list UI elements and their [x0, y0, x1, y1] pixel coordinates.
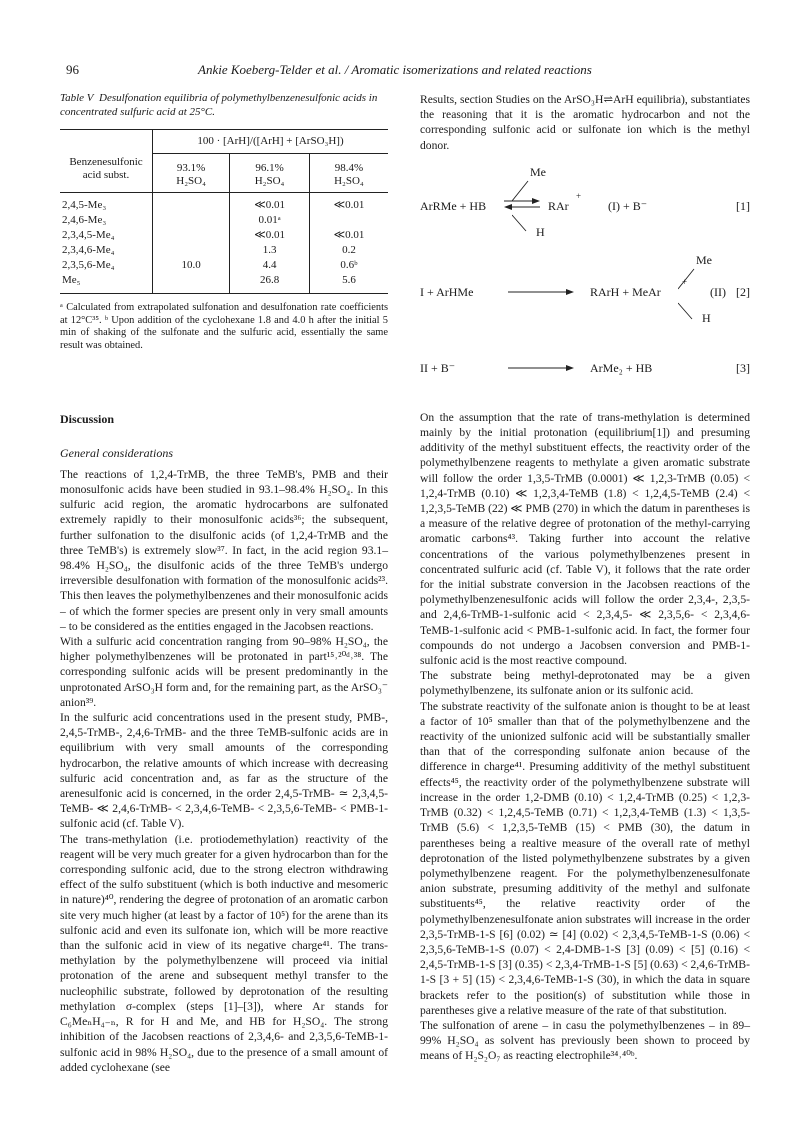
table-cell: 1.3: [230, 243, 310, 258]
table-cell: 0.01ᵃ: [230, 213, 310, 228]
section-title: Discussion: [60, 412, 115, 427]
body-paragraph: The reactions of 1,2,4-TrMB, the three TeMB's, PMB and their monosulfonic acids have been studied in 93.1–98.4% H₂SO₄. In this sulfuric acid region, the aromatic hydrocarbons are sulfonated extremely rapidly to their monosulfonic acids³⁶; the subsequent, further sulfonation to the disulfonic acids (of 1,2,4-TrMB and the three TeMB's) is extremely slow³⁷. In fact, in the acid region 93.1–98.4% H₂SO₄, the disulfonic acids of the three TeMB's undergo irreversible desulfonation with formation of the monosulfonic acids²³. This then leaves the polymethylbenzenes and their monosulfonic acids – of which the former species are present only in very small amounts – to be considered as the entities engaged in the Jacobsen reactions.: [60, 467, 388, 633]
table-caption: [60, 92, 388, 119]
table-row-subst: Me₅: [60, 273, 153, 294]
page-number: 96: [66, 62, 79, 77]
body-paragraph: Results, section Studies on the ArSO₃H⇌ArH equilibria), substantiates the reasoning that it is the aromatic hydrocarbon and not the corresponding sulfonic acid or sulfonate ion which is the methyl donor.: [420, 93, 750, 152]
table-cell: 10.0: [153, 258, 230, 273]
reaction-arrow-icon: [506, 287, 576, 297]
reaction-scheme: [420, 161, 750, 406]
eq2-methyl-label: Me: [696, 252, 712, 267]
right-column: [420, 92, 750, 1064]
table-row-subst: 2,4,6-Me₃: [62, 214, 107, 226]
eq2-products: RArH + MeAr: [590, 284, 661, 299]
table-cell: [153, 213, 230, 228]
table-cell: ≪0.01: [230, 228, 310, 243]
table-cell: ≪0.01: [309, 193, 388, 214]
eq3-reactants: II + B⁻: [420, 360, 456, 375]
body-paragraph: The substrate reactivity of the sulfonate anion is thought to be at least a factor of 10⁵ smaller than that of the polymethylbenzene and the reactivity of the unionized sulfonic acid will be substantially smaller than that of the corresponding sulfonate anion because of the difference in charge⁴¹. Presuming additivity of the methyl substituent effects⁴⁵, the reactivity order of the polymethylbenzene substrate will increase in the order 1,2-DMB (0.10) < 1,2,4-TrMB (0.25) < 1,2,3-TrMB (0.32) < 1,2,4,5-TeMB (0.71) < 1,2,3,4-TeMB (1.3) < 1,3,5-TrMB (5.6) < 1,2,3,5-TeMB (15) < PMB (30), the datum in parentheses being a realtive measure of the overall rate of methyl deprotonation of the listed polymethylbenzene substrates by a given polymethylbenzene reagent. For the polymethylbenzenesulfonate anion substrate, presuming additivity of the methyl and sulfonate substituents⁴⁵, the relative reactivity order of the polymethylbenzenesulfonate anion substrates will increase in the order 2,3,5-TrMB-1-S [6] (0.02) ≃ [4] (0.02) < 2,3,4,5-TeMB-1-S (0.06) < 2,3,5,6-TeMB-1-S (0.07) < 2,4-DMB-1-S [3] (0.09) < [5] (0.16) < 2,4,5-TrMB-1-S [3] (0.35) < 2,3,4-TrMB-1-S [5] (0.63) < 2,4,6-TrMB-1-S [3 + 5] (15) < 2,3,4,6-TeMB-1-S (30), in which the data in square brackets refer to the position(s) of substitution while those in parentheses give a relative measure of the rate of that substitution.: [420, 699, 750, 1017]
col-header-2: [230, 154, 310, 193]
eq1-methyl-label: Me: [530, 164, 546, 179]
stub-header-1: Benzenesulfonic: [69, 156, 143, 168]
col-header-3-pct: 98.4%: [334, 162, 364, 174]
table-cell: [309, 213, 388, 228]
stub-header-2: acid subst.: [82, 169, 130, 181]
equilibrium-arrow-icon: [502, 197, 542, 211]
eq3-products: ArMe₂ + HB: [590, 360, 653, 375]
span-header: 100 · [ArH]/([ArH] + [ArSO₃H]): [153, 130, 389, 154]
data-table: [60, 129, 388, 294]
body-paragraph: On the assumption that the rate of trans-methylation is determined mainly by the initial protonation (equilibrium[1]) and presuming additivity of the methyl substituent effects, the reactivity order of the polymethylbenzene reagents to methylate a given aromatic substrate will follow the order 1,3,5-TrMB (0.0001) ≪ 1,2,3-TrMB (0.05) < 1,2,4-TrMB (0.10) ≪ 1,2,3,4-TeMB (1.8) < 1,2,4,5-TeMB (2.4) < 1,2,3,5-TeMB (22) ≪ PMB (270) in which the datum in parentheses is a measure of the relative degree of protonation of the methyl-carrying aromatic carbons⁴³. Taking further into account the relative concentrations of the various polymethylbenzenes present in concentrated sulfuric acid (cf. Table V), it follows that the rate order for the initial substrate conversion in the Jacobsen reactions of the polymethylbenzenesulfonic acids will follow the order 2,3,4-, 2,3,5- and 2,4,6-TrMB-1-sulfonic acid < 2,3,4,5- ≪ 2,3,5,6- < 2,3,4,6-TeMB-1-sulfonic acid < PMB-1-sulfonic acid. In fact, the former four compounds do not undergo a Jacobsen conversion and PMB-1-sulfonic acid is the most reactive compound.: [420, 410, 750, 668]
eq1-reactants: ArRMe + HB: [420, 198, 487, 213]
table-cell: 0.2: [309, 243, 388, 258]
eq2-charge: +: [682, 276, 688, 287]
body-paragraph: With a sulfuric acid concentration ranging from 90–98% H₂SO₄, the higher polymethylbenzenes will be protonated in part¹⁵˒²⁰ᵈ˒³⁸. The corresponding sulfonic acids will be present predominantly in the unprotonated ArSO₃H form and, for the remaining part, as the ArSO₃⁻ anion³⁹.: [60, 635, 388, 709]
table-caption-text: Desulfonation equilibria of polymethylbenzenesulfonic acids in concentrated sulfuric acid at 25°C.: [60, 92, 378, 118]
eq2-reactants: I + ArHMe: [420, 284, 474, 299]
table-cell: 0.6ᵇ: [309, 258, 388, 273]
eq1-number: [1]: [736, 198, 750, 213]
body-paragraph: In the sulfuric acid concentrations used in the present study, PMB-, 2,4,5-TrMB-, 2,4,6-TrMB- and the three TeMB-sulfonic acids are in equilibrium with very small amounts of the corresponding hydrocarbon, the relative amounts of which increase with decreasing sulfuric acid concentration and, as far as the structure of the arenesulfonic acid is concerned, in the order 2,4,5-TrMB- ≃ 2,3,4,5-TeMB- ≪ 2,4,6-TrMB- < 2,3,4,6-TeMB- < 2,3,5,6-TeMB- < PMB-1-sulfonic acid (cf. Table V).: [60, 711, 388, 831]
eq1-charge: +: [576, 190, 582, 201]
subsection-title: General considerations: [60, 445, 173, 460]
table-cell: 4.4: [230, 258, 310, 273]
body-paragraph: The substrate being methyl-deprotonated may be a given polymethylbenzene, its sulfonate anion or its sulfonic acid.: [420, 669, 750, 698]
eq1-tail: (I) + B⁻: [608, 198, 648, 213]
col-header-3-acid: H₂SO₄: [334, 175, 364, 187]
table-cell: [153, 228, 230, 243]
body-paragraph: The sulfonation of arene – in casu the polymethylbenzenes – in 89–99% H₂SO₄ as solvent has previously been shown to proceed by means of H₂S₂O₇ as reacting electrophile³⁴˒⁴⁰ᵇ.: [420, 1018, 750, 1063]
table-footnote: ᵃ Calculated from extrapolated sulfonation and desulfonation rate coefficients at 12°C³⁵. ᵇ Upon addition of the cyclohexane 1.8 and 4.0 h after the initial 5 min of shaking of the sulfonate and the sulfuric acid, essentially the same result was obtained.: [60, 302, 388, 351]
eq2-hydrogen-label: H: [702, 310, 711, 325]
table-row-subst: 2,3,5,6-Me₄: [62, 259, 115, 271]
table-caption-label: Table V: [60, 92, 94, 104]
running-head: Ankie Koeberg-Telder et al. / Aromatic isomerizations and related reactions: [198, 62, 592, 77]
table-cell: 26.8: [230, 273, 310, 294]
eq2-number: [2]: [736, 284, 750, 299]
table-cell: [153, 243, 230, 258]
table-row-subst: 2,3,4,6-Me₄: [62, 244, 115, 256]
eq2-bonds: [678, 265, 700, 325]
eq1-product: RAr: [548, 198, 569, 213]
eq3-number: [3]: [736, 360, 750, 375]
col-header-2-pct: 96.1%: [255, 162, 284, 174]
col-header-1: [153, 154, 230, 193]
eq2-tail: (II): [710, 284, 726, 299]
table-cell: [153, 193, 230, 214]
table-cell: 5.6: [309, 273, 388, 294]
col-header-2-acid: H₂SO₄: [254, 175, 285, 187]
col-header-3: [309, 154, 388, 193]
table-row-subst: 2,4,5-Me₃: [60, 193, 153, 214]
col-header-1-acid: H₂SO₄: [176, 175, 206, 187]
body-paragraph: The trans-methylation (i.e. protiodemethylation) reactivity of the reagent will be very much greater for a given hydrocarbon than for the corresponding sulfonic acid, due to the strong electron withdrawing effect of the sulfo substituent (which is both inductive and mesomeric in nature)⁴⁰, rendering the degree of protonation of an aromatic carbon site very much higher (at least by a factor of 10⁵) for the arene than its sulfonic acid and even its sulfonate ion, which will be more reactive than the sulfonic acid in view of its negative charge⁴¹. The trans-methylation by the polymethylbenzene will proceed via initial protonation of the arene and subsequent methyl transfer to the nucleophilic substrate, followed by deprotonation of the resulting methylation σ-complex (steps [1]–[3]), where Ar stands for C₆MeₙH₄₋ₙ, R for H and Me, and HB for H₂SO₄. The strong inhibition of the Jacobsen reactions of 2,3,4,6- and 2,3,5,6-TeMB-1-sulfonic acid in 98% H₂SO₄, due to the presence of a small amount of added cyclohexane (see: [60, 832, 388, 1074]
eq1-hydrogen-label: H: [536, 224, 545, 239]
table-cell: [153, 273, 230, 294]
table-row-subst: 2,3,4,5-Me₄: [62, 229, 115, 241]
col-header-1-pct: 93.1%: [176, 162, 206, 174]
table-cell: ≪0.01: [230, 193, 310, 214]
reaction-arrow-icon: [506, 363, 576, 373]
left-column: [60, 92, 388, 1075]
table-cell: ≪0.01: [309, 228, 388, 243]
